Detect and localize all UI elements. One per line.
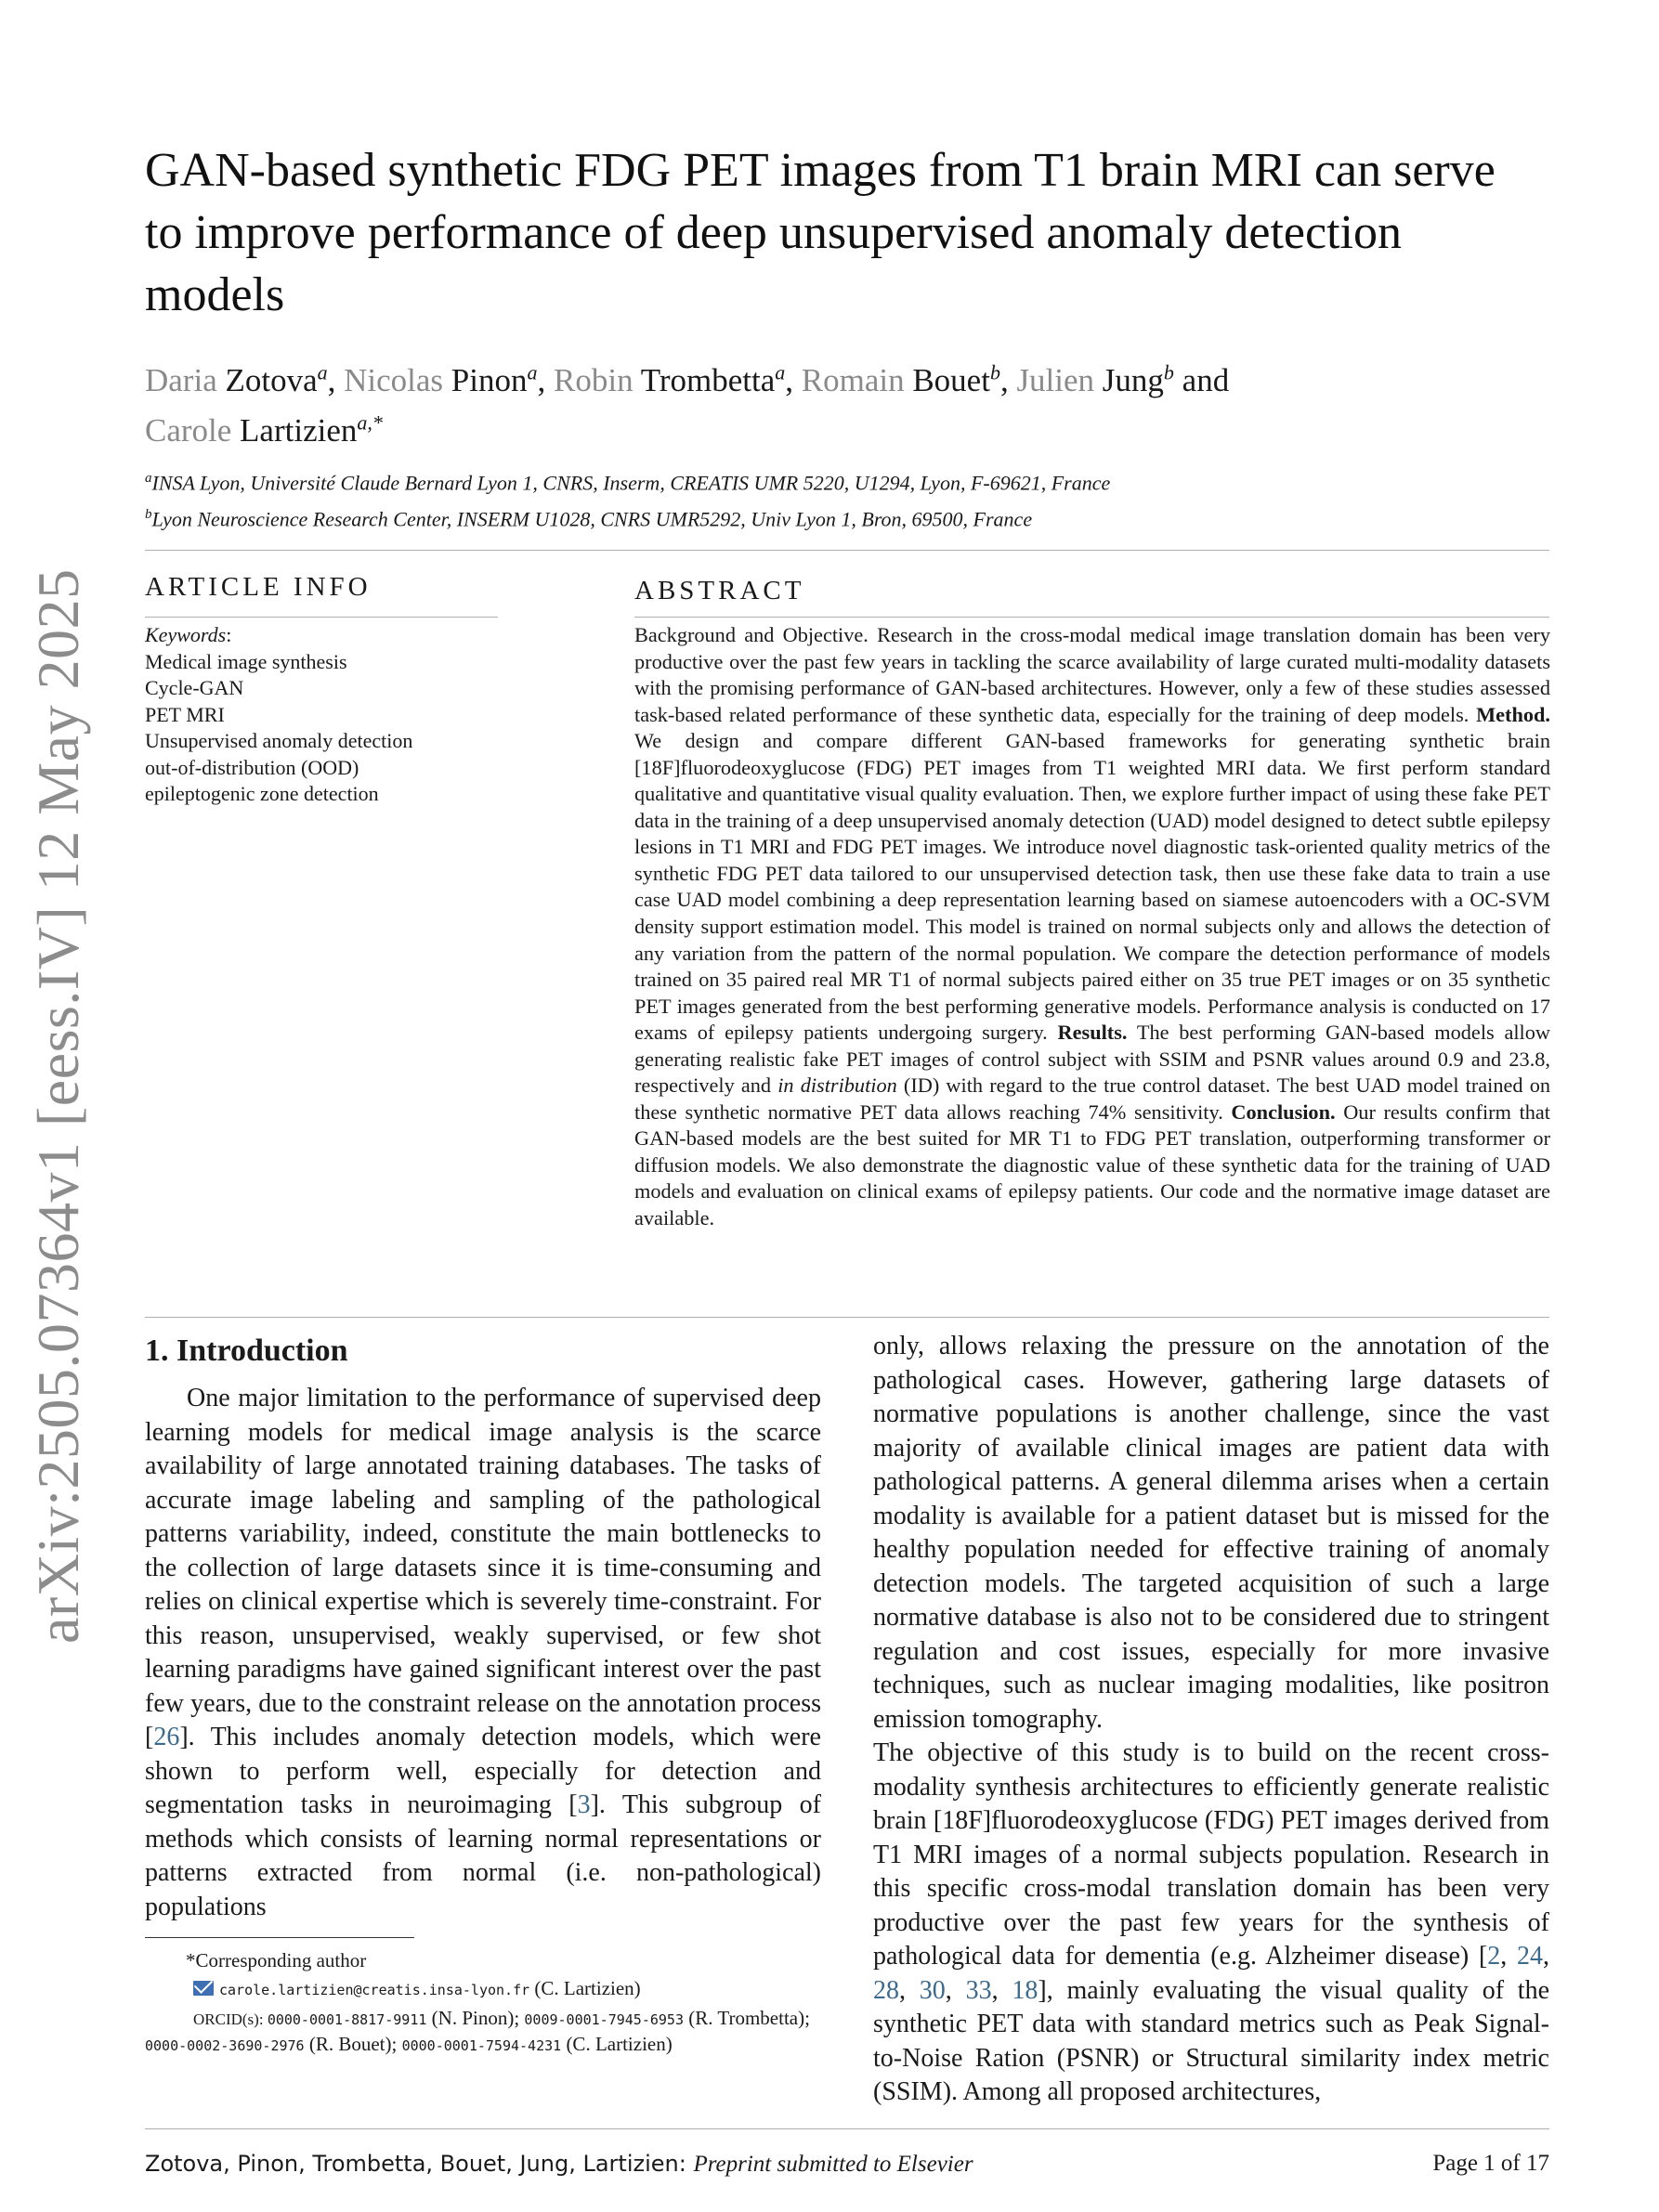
email-line: carole.lartizien@creatis.insa-lyon.fr (C. Lartizien) [145, 1976, 821, 2002]
email-link[interactable]: carole.lartizien@creatis.insa-lyon.fr [219, 1982, 530, 1998]
citation-link[interactable]: 2 [1487, 1942, 1501, 1971]
envelope-icon [193, 1981, 214, 1996]
keywords-block [145, 622, 516, 808]
corresponding-author-note: *Corresponding author [186, 1949, 367, 1971]
citation-link[interactable]: 24 [1517, 1942, 1544, 1971]
keyword: Unsupervised anomaly detection [145, 729, 413, 752]
citation-link[interactable]: 18 [1012, 1975, 1039, 2005]
author-list [145, 351, 1538, 452]
divider [634, 617, 1549, 618]
orcid-link[interactable]: 0000-0001-7594-4231 [401, 2037, 562, 2054]
citation-link[interactable]: 28 [873, 1975, 899, 2005]
section-heading-introduction: 1. Introduction [145, 1334, 348, 1368]
paper-title: GAN-based synthetic FDG PET images from T1 brain MRI can serve to improve performance of deep unsupervised anomaly detection models [145, 144, 1496, 321]
keyword: Medical image synthesis [145, 649, 347, 673]
author: Romain Bouet$^b$, [801, 360, 1017, 398]
footnote [145, 1948, 821, 2058]
keyword: PET MRI [145, 702, 225, 726]
paragraph: only, allows relaxing the pressure on the annotation of the pathological cases. However, gathering large datasets of normative populations is another challenge, since the vast majority of available clinical images are patient data with pathological patterns. A general dilemma arises when a certain modality is available for a patient dataset but is missed for the healthy population needed for effective training of anomaly detection models. The targeted acquisition of such a large normative database is also not to be considered due to stringent regulation and cost issues, especially for more invasive techniques, such as nuclear imaging modalities, like positron emission tomography. [873, 1332, 1549, 1734]
divider [145, 617, 498, 618]
footer-citation: Zotova, Pinon, Trombetta, Bouet, Jung, Lartizien: Preprint submitted to Elsevier [145, 2151, 973, 2177]
citation-link[interactable]: 26 [153, 1723, 180, 1751]
keyword: out-of-distribution (OOD) [145, 755, 359, 779]
author: Daria Zotova$^a$, [145, 360, 345, 398]
abstract-text: Background and Objective. Research in the cross-modal medical image translation domain has been very productive over the past few years in tackling the scarce availability of large curated multi-modality datasets with the promising performance of GAN-based architectures. However, only a few of these studies assessed task-based related performance of these synthetic data, especially for the training of deep models. Method. We design and compare different GAN-based frameworks for generating synthetic brain [18F]fluorodeoxyglucose (FDG) PET images from T1 weighted MRI data. We first perform standard qualitative and quantitative visual quality evaluation. Then, we explore further impact of using these fake PET data in the training of a deep unsupervised anomaly detection (UAD) model designed to detect subtle epilepsy lesions in T1 MRI and FDG PET images. We introduce novel diagnostic task-oriented quality metrics of the synthetic FDG PET data tailored to our unsupervised detection task, then use these fake data to train a use case UAD model combining a deep representation learning based on siamese autoencoders with a OC-SVM density support estimation model. This model is trained on normal subjects only and allows the detection of any variation from the pattern of the normal population. We compare the detection performance of models trained on 35 paired real MR T1 of normal subjects paired either on 35 true PET images or on 35 synthetic PET images generated from the best performing generative models. Performance analysis is conducted on 17 exams of epilepsy patients undergoing surgery. Results. The best performing GAN-based models allow generating realistic fake PET images of control subject with SSIM and PSNR values around 0.9 and 23.8, respectively and in distribution (ID) with regard to the true control dataset. The best UAD model trained on these synthetic normative PET data allows reaching 74% sensitivity. Conclusion. Our results confirm that GAN-based models are the best suited for MR T1 to FDG PET translation, outperforming transformer or diffusion models. We also demonstrate the diagnostic value of these synthetic data for the training of UAD models and evaluation on clinical exams of epilepsy patients. Our code and the normative image dataset are available. [634, 623, 1551, 1230]
divider [145, 2128, 1549, 2129]
keywords-label: Keywords: [145, 623, 232, 646]
citation-link[interactable]: 3 [577, 1790, 591, 1819]
affiliations [145, 462, 1538, 536]
orcid-link[interactable]: 0000-0002-3690-2976 [145, 2037, 305, 2054]
affiliation-a: $^a$INSA Lyon, Université Claude Bernard Lyon 1, CNRS, Inserm, CREATIS UMR 5220, U1294, Lyon, F-69621, France [145, 471, 1111, 495]
author: Julien Jung$^b$ and [1016, 360, 1230, 398]
intro-right-column [873, 1330, 1549, 2110]
author: Carole Lartizien$^{a,*}$ [145, 410, 383, 449]
abstract-heading: ABSTRACT [634, 576, 805, 605]
article-info-heading: ARTICLE INFO [145, 572, 372, 602]
intro-left-column: One major limitation to the performance of supervised deep learning models for medical image analysis is the scarce availability of large annotated training databases. The tasks of accurate image labeling and sampling of the pathological patterns variability, indeed, constitute the main bottlenecks to the collection of large datasets since it is time-consuming and relies on clinical expertise which is severely time-constraint. For this reason, unsupervised, weakly supervised, or few shot learning paradigms have gained significant interest over the past few years, due to the constraint release on the annotation process [26]. This includes anomaly detection models, which were shown to perform well, especially for detection and segmentation tasks in neuroimaging [3]. This subgroup of methods which consists of learning normal representations or patterns extracted from normal (i.e. non-pathological) populations [145, 1384, 821, 1921]
paragraph: The objective of this study is to build on the recent cross-modality synthesis architectures to efficiently generate realistic brain [18F]fluorodeoxyglucose (FDG) PET images derived from T1 MRI images of a normal subjects population. Research in this specific cross-modal translation domain has been very productive over the past few years for the synthesis of pathological data for dementia (e.g. Alzheimer disease) [2, 24, 28, 30, 33, 18], mainly evaluating the visual quality of the synthetic PET data with standard metrics such as Peak Signal-to-Noise Ration (PSNR) or Structural similarity index metric (SSIM). Among all proposed architectures, [873, 1738, 1550, 2106]
orcid-link[interactable]: 0000-0001-8817-9911 [267, 2011, 427, 2028]
divider [145, 550, 1549, 551]
page-footer [145, 2151, 1549, 2178]
keyword: Cycle-GAN [145, 676, 244, 699]
citation-link[interactable]: 30 [919, 1975, 946, 2005]
page-number: Page 1 of 17 [1432, 2151, 1549, 2176]
keyword: epileptogenic zone detection [145, 782, 379, 805]
orcid-link[interactable]: 0009-0001-7945-6953 [524, 2011, 684, 2028]
footnote-rule [145, 1937, 414, 1938]
arxiv-stamp: arXiv:2505.07364v1 [eess.IV] 12 May 2025 [25, 568, 91, 1644]
divider [145, 1317, 1549, 1318]
author: Nicolas Pinon$^a$, [344, 360, 554, 398]
affiliation-b: $^b$Lyon Neuroscience Research Center, INSERM U1028, CNRS UMR5292, Univ Lyon 1, Bron, 69500, France [145, 507, 1033, 531]
author: Robin Trombetta$^a$, [554, 360, 802, 398]
citation-link[interactable]: 33 [965, 1975, 992, 2005]
orcid-line: ORCID(s): 0000-0001-8817-9911 (N. Pinon); 0009-0001-7945-6953 (R. Trombetta); 0000-0002-3690-2976 (R. Bouet); 0000-0001-7594-4231 (C. Lartizien) [145, 2007, 810, 2055]
